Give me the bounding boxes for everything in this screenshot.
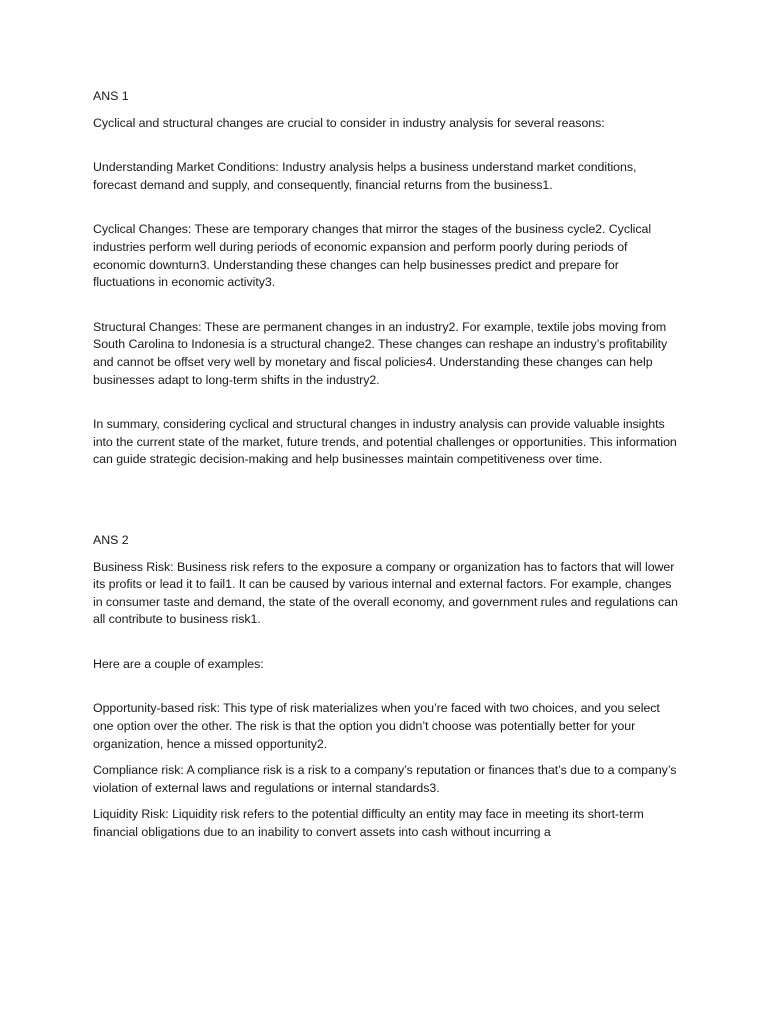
paragraph-structural-changes: Structural Changes: These are permanent changes in an industry2. For example, textile jobs moving from South Carolina to Indonesia is a structural change2. These changes can reshape an industry’s profitability and cannot be offset very well by monetary and fiscal policies4. Understanding these changes can help businesses adapt to long-term shifts in the industry2. <box>93 319 668 387</box>
spacer <box>93 797 681 806</box>
paragraph-liquidity-risk: Liquidity Risk: Liquidity risk refers to the potential difficulty an entity may face in meeting its short-term financial obligations due to an inability to convert assets into cash without incurring a <box>93 807 644 840</box>
paragraph-intro: Cyclical and structural changes are crucial to consider in industry analysis for several reasons: <box>93 115 605 130</box>
section-heading-ans-1: ANS 1 <box>93 89 129 103</box>
spacer <box>93 292 681 319</box>
document-body <box>93 88 681 842</box>
spacer <box>93 194 681 221</box>
paragraph-cyclical-changes: Cyclical Changes: These are temporary changes that mirror the stages of the business cycle2. Cyclical industries perform well during periods of economic expansion and perform poorly during periods of economic downturn3. Understanding these changes can help businesses predict and prepare for fluctuations in economic activity3. <box>93 222 652 290</box>
spacer <box>93 132 681 159</box>
paragraph-market-conditions: Understanding Market Conditions: Industry analysis helps a business understand market conditions, forecast demand and supply, and consequently, financial returns from the business1. <box>93 160 637 192</box>
spacer <box>93 753 681 762</box>
spacer <box>93 629 681 656</box>
section-heading-ans-2: ANS 2 <box>93 532 129 547</box>
paragraph-compliance-risk: Compliance risk: A compliance risk is a risk to a company’s reputation or finances that’s due to a company’s violation of external laws and regulations or internal standards3. <box>93 763 677 795</box>
spacer <box>93 106 681 115</box>
spacer <box>93 550 681 559</box>
paragraph-opportunity-risk: Opportunity-based risk: This type of risk materializes when you’re faced with two choices, and you select one option over the other. The risk is that the option you didn’t choose was potentially better for your organization, hence a missed opportunity2. <box>93 701 660 751</box>
paragraph-examples-intro: Here are a couple of examples: <box>93 656 264 671</box>
spacer <box>93 469 681 532</box>
spacer <box>93 673 681 700</box>
paragraph-business-risk: Business Risk: Business risk refers to the exposure a company or organization has to factors that will lower its profits or lead it to fail1. It can be caused by various internal and external factors. For example, changes in consumer taste and demand, the state of the overall economy, and government rules and regulations can all contribute to business risk1. <box>93 559 678 627</box>
spacer <box>93 389 681 416</box>
paragraph-summary: In summary, considering cyclical and structural changes in industry analysis can provide valuable insights into the current state of the market, future trends, and potential challenges or opportunities. This information can guide strategic decision-making and help businesses maintain competitiveness over time. <box>93 417 677 467</box>
